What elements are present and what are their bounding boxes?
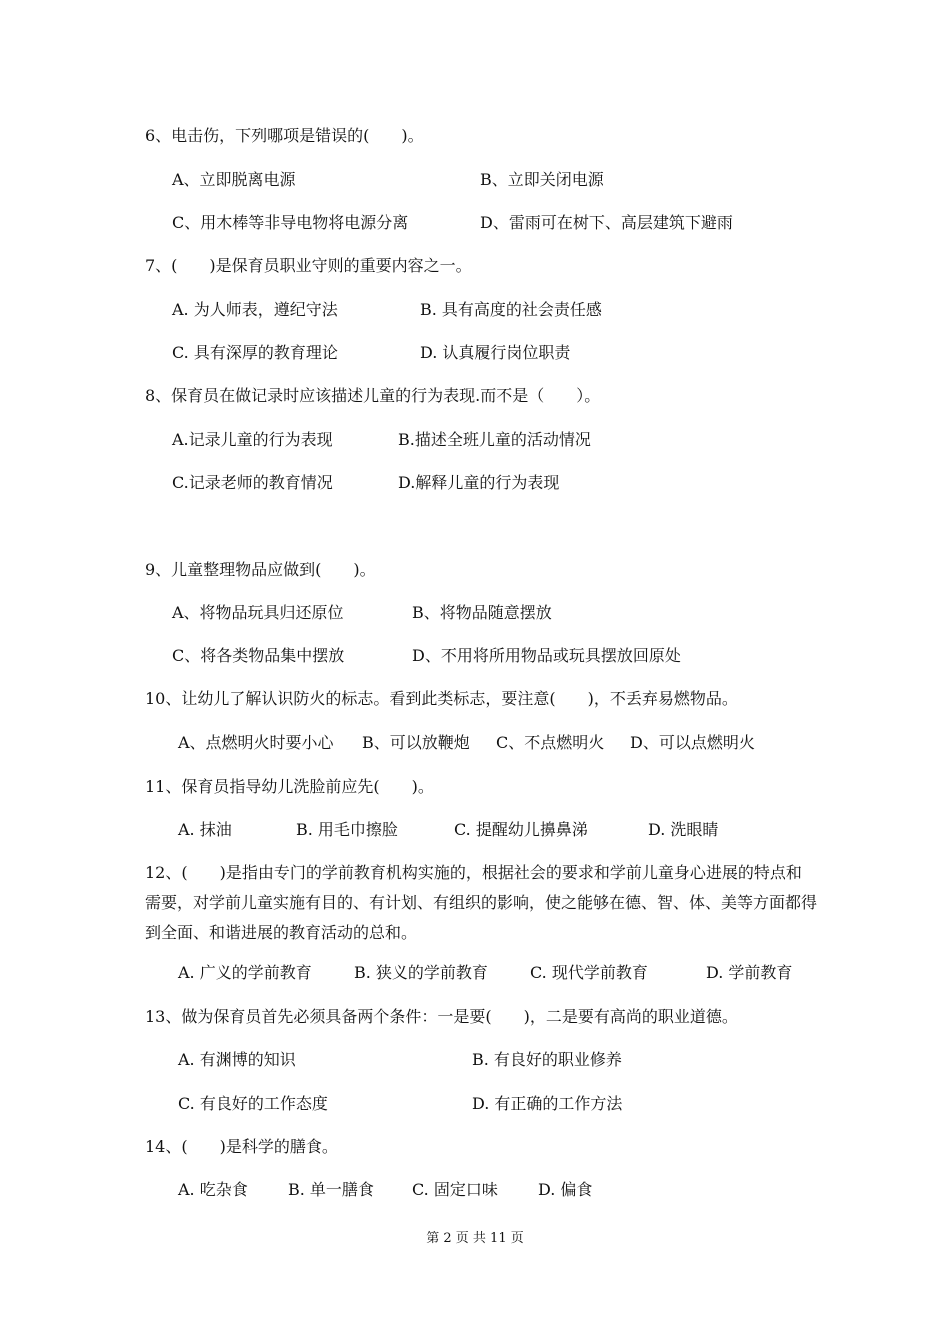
option-12d: D. 学前教育 bbox=[706, 963, 793, 982]
option-10b: B、可以放鞭炮 bbox=[362, 733, 470, 752]
option-9c: C、将各类物品集中摆放 bbox=[172, 646, 345, 665]
option-8d: D.解释儿童的行为表现 bbox=[398, 473, 560, 492]
option-13c: C. 有良好的工作态度 bbox=[178, 1094, 328, 1113]
option-14a: A. 吃杂食 bbox=[178, 1180, 248, 1199]
option-8b: B.描述全班儿童的活动情况 bbox=[398, 430, 591, 449]
option-6d: D、雷雨可在树下、高层建筑下避雨 bbox=[480, 213, 733, 232]
question-12: 12、( )是指由专门的学前教育机构实施的，根据社会的要求和学前儿童身心进展的特点和需要，对学前儿童实施有目的、有计划、有组织的影响，使之能够在德、智、体、美等方面都得到全面、和谐进展的教育活动的总和。 bbox=[145, 863, 818, 942]
question-13: 13、做为保育员首先必须具备两个条件：一是要( )，二是要有高尚的职业道德。 bbox=[145, 1007, 738, 1026]
question-6: 6、电击伤，下列哪项是错误的( )。 bbox=[145, 126, 424, 145]
option-10a: A、点燃明火时要小心 bbox=[178, 733, 334, 752]
option-10d: D、可以点燃明火 bbox=[630, 733, 755, 752]
option-6b: B、立即关闭电源 bbox=[480, 170, 604, 189]
option-6a: A、立即脱离电源 bbox=[172, 170, 296, 189]
question-7: 7、( )是保育员职业守则的重要内容之一。 bbox=[145, 256, 472, 275]
option-12b: B. 狭义的学前教育 bbox=[354, 963, 488, 982]
question-11: 11、保育员指导幼儿洗脸前应先( )。 bbox=[145, 777, 434, 796]
option-11a: A. 抹油 bbox=[178, 820, 232, 839]
option-12a: A. 广义的学前教育 bbox=[178, 963, 312, 982]
question-10: 10、让幼儿了解认识防火的标志。看到此类标志，要注意( )，不丢弃易燃物品。 bbox=[145, 689, 738, 708]
option-9d: D、不用将所用物品或玩具摆放回原处 bbox=[412, 646, 681, 665]
question-8: 8、保育员在做记录时应该描述儿童的行为表现.而不是（ ）。 bbox=[145, 386, 601, 405]
option-12c: C. 现代学前教育 bbox=[530, 963, 648, 982]
option-13a: A. 有渊博的知识 bbox=[178, 1050, 296, 1069]
option-7d: D. 认真履行岗位职责 bbox=[420, 343, 571, 362]
option-7c: C. 具有深厚的教育理论 bbox=[172, 343, 338, 362]
option-14c: C. 固定口味 bbox=[412, 1180, 498, 1199]
option-7a: A. 为人师表，遵纪守法 bbox=[172, 300, 338, 319]
option-7b: B. 具有高度的社会责任感 bbox=[420, 300, 602, 319]
option-11d: D. 洗眼睛 bbox=[648, 820, 719, 839]
option-13d: D. 有正确的工作方法 bbox=[472, 1094, 623, 1113]
page-footer: 第 2 页 共 11 页 bbox=[426, 1231, 524, 1246]
option-14b: B. 单一膳食 bbox=[288, 1180, 374, 1199]
option-6c: C、用木棒等非导电物将电源分离 bbox=[172, 213, 409, 232]
option-11b: B. 用毛巾擦脸 bbox=[296, 820, 398, 839]
option-10c: C、不点燃明火 bbox=[496, 733, 605, 752]
option-11c: C. 提醒幼儿擤鼻涕 bbox=[454, 820, 588, 839]
option-14d: D. 偏食 bbox=[538, 1180, 593, 1199]
question-9: 9、儿童整理物品应做到( )。 bbox=[145, 560, 376, 579]
question-14: 14、( )是科学的膳食。 bbox=[145, 1137, 338, 1156]
option-8c: C.记录老师的教育情况 bbox=[172, 473, 333, 492]
option-9b: B、将物品随意摆放 bbox=[412, 603, 552, 622]
option-8a: A.记录儿童的行为表现 bbox=[172, 430, 333, 449]
option-13b: B. 有良好的职业修养 bbox=[472, 1050, 622, 1069]
option-9a: A、将物品玩具归还原位 bbox=[172, 603, 344, 622]
